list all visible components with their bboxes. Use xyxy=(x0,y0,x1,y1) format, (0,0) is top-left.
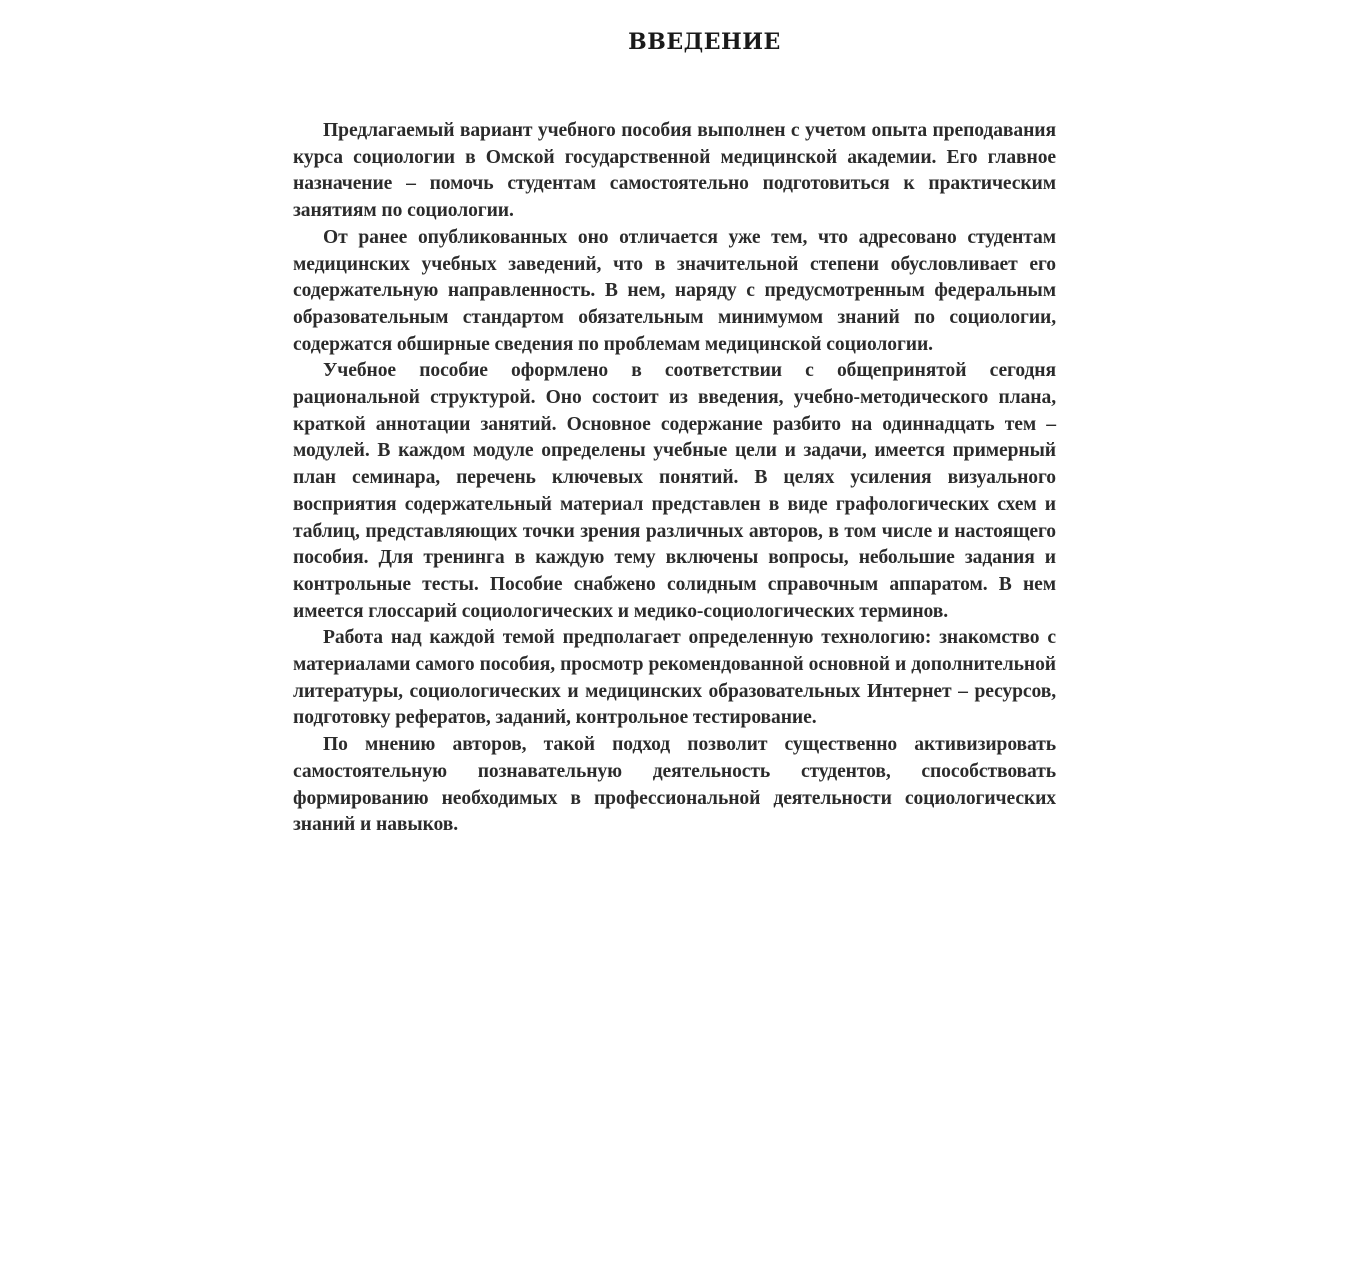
paragraph: Предлагаемый вариант учебного пособия выполнен с учетом опыта преподавания курса социологии в Омской государственной медицинской академии. Его главное назначение – помочь студентам самостоятельно подготовиться к практическим занятиям по социологии. xyxy=(293,120,1056,222)
paragraph: По мнению авторов, такой подход позволит существенно активизировать самостоятельную познавательную деятельность студентов, способствовать формированию необходимых в профессиональной деятельности социологических знаний и навыков. xyxy=(293,734,1056,836)
paragraph: От ранее опубликованных оно отличается уже тем, что адресовано студентам медицинских учебных заведений, что в значительной степени обусловливает его содержательную направленность. В нем, наряду с предусмотренным федеральным образовательным стандартом обязательным минимумом знаний по социологии, содержатся обширные сведения по проблемам медицинской социологии. xyxy=(293,226,1056,355)
paragraph: Учебное пособие оформлено в соответствии с общепринятой сегодня рациональной структурой. Оно состоит из введения, учебно-методического плана, краткой аннотации занятий. Основное содержание разбито на одиннадцать тем – модулей. В каждом модуле определены учебные цели и задачи, имеется примерный план семинара, перечень ключевых понятий. В целях усиления визуального восприятия содержательный материал представлен в виде графологических схем и таблиц, представляющих точки зрения различных авторов, в том числе и настоящего пособия. Для тренинга в каждую тему включены вопросы, небольшие задания и контрольные тесты. Пособие снабжено солидным справочным аппаратом. В нем имеется глоссарий социологических и медико-социологических терминов. xyxy=(293,360,1056,622)
page-title: ВВЕДЕНИЕ xyxy=(628,29,781,55)
document-page xyxy=(293,28,1056,839)
paragraph: Работа над каждой темой предполагает определенную технологию: знакомство с материалами самого пособия, просмотр рекомендованной основной и дополнительной литературы, социологических и медицинских образовательных Интернет – ресурсов, подготовку рефератов, заданий, контрольное тестирование. xyxy=(293,627,1056,729)
